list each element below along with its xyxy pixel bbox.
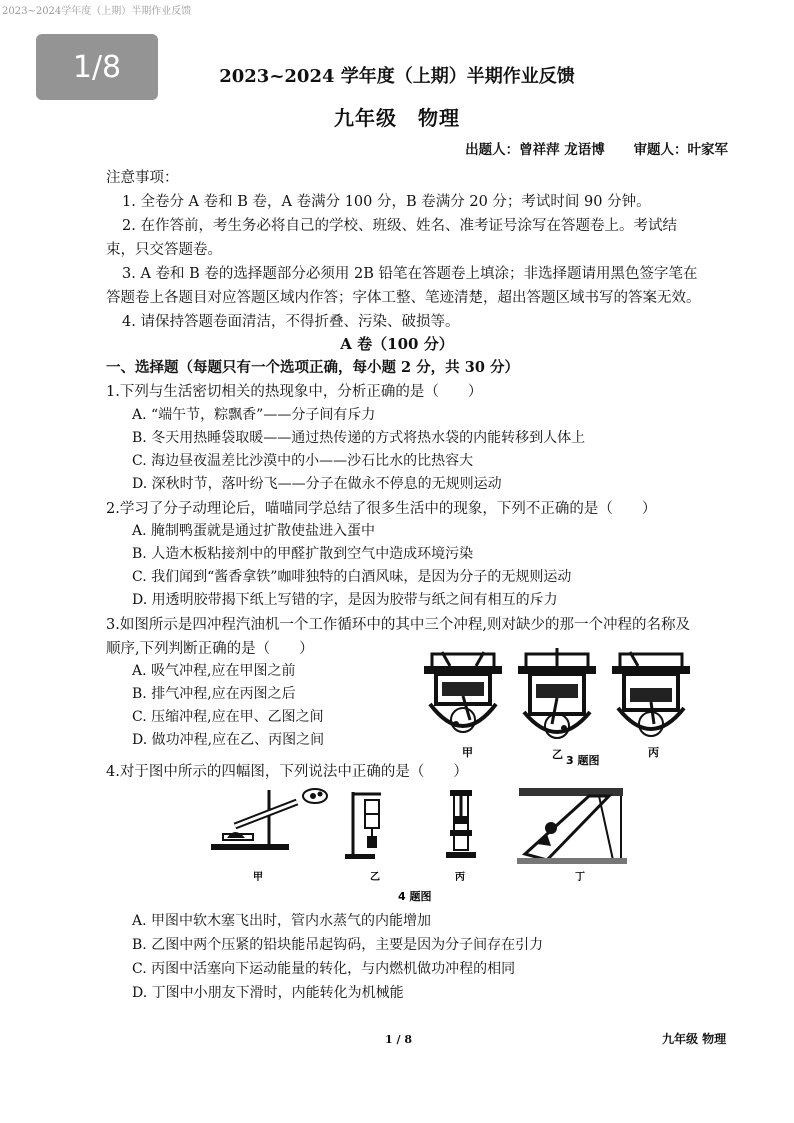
q3-stem-line-1: 3.如图所示是四冲程汽油机一个工作循环中的其中三个冲程,则对缺少的那一个冲程的名称及: [106, 617, 690, 633]
notice-line-2a: 2. 在作答前，考生务必将自己的学校、班级、姓名、准考证号涂写在答题卷上。考试结: [122, 218, 677, 234]
q4-option-c: C. 丙图中活塞向下运动能量的转化，与内燃机做功冲程的相同: [132, 961, 516, 977]
q4-label-jia: 甲: [253, 872, 263, 883]
q3-label-jia: 甲: [462, 746, 473, 759]
q4-diagram-bing: [446, 790, 476, 858]
part-1-heading: 一、选择题（每题只有一个选项正确，每小题 2 分，共 30 分）: [106, 359, 519, 376]
q4-diagram-yi: [345, 792, 381, 859]
engine-diagram-yi: [518, 648, 596, 738]
q4-label-yi: 乙: [370, 872, 380, 883]
section-a-heading: A 卷（100 分）: [340, 335, 454, 353]
document-subject: 九年级 物理: [334, 106, 460, 130]
notice-line-2b: 束，只交答题卷。: [106, 242, 222, 258]
q1-option-d: D. 深秋时节，落叶纷飞——分子在做永不停息的无规则运动: [132, 476, 502, 492]
q4-diagram-ding: [517, 788, 627, 864]
q2-option-d: D. 用透明胶带揭下纸上写错的字，是因为胶带与纸之间有相互的斥力: [132, 592, 558, 608]
q4-figure-caption: 4 题图: [398, 890, 432, 902]
q3-label-yi: 乙: [552, 748, 563, 761]
q1-option-c: C. 海边昼夜温差比沙漠中的小——沙石比水的比热容大: [132, 453, 474, 469]
footer-grade-subject: 九年级 物理: [662, 1032, 727, 1046]
notice-line-1: 1. 全卷分 A 卷和 B 卷，A 卷满分 100 分，B 卷满分 20 分；考试时间 90 分钟。: [122, 194, 651, 210]
top-header-note: 2023~2024学年度（上期）半期作业反馈: [2, 6, 192, 17]
document-title: 2023~2024 学年度（上期）半期作业反馈: [219, 66, 575, 87]
q1-option-a: A. “端午节，粽飘香”——分子间有斥力: [132, 407, 376, 423]
notice-line-3a: 3. A 卷和 B 卷的选择题部分必须用 2B 铅笔在答题卷上填涂；非选择题请用黑色签字笔在: [122, 266, 698, 282]
q4-stem: 4.对于图中所示的四幅图，下列说法中正确的是（ ）: [106, 764, 468, 780]
engine-diagram-bing: [612, 652, 690, 736]
q1-stem: 1.下列与生活密切相关的热现象中，分析正确的是（ ）: [106, 384, 483, 400]
reviewer: 审题人：叶家军: [633, 142, 728, 158]
q4-option-a: A. 甲图中软木塞飞出时，管内水蒸气的内能增加: [132, 913, 432, 929]
q3-option-d: D. 做功冲程,应在乙、丙图之间: [132, 732, 325, 748]
q3-option-b: B. 排气冲程,应在丙图之后: [132, 686, 296, 702]
q3-stem-line-2: 顺序,下列判断正确的是（ ）: [106, 641, 314, 657]
q4-option-d: D. 丁图中小朋友下滑时，内能转化为机械能: [132, 985, 404, 1001]
notice-line-3b: 答题卷上各题目对应答题区域内作答；字体工整、笔迹清楚，超出答题区域书写的答案无效。: [106, 290, 701, 306]
q3-engine-figure: [410, 648, 700, 766]
footer-page-number: 1 / 8: [385, 1033, 412, 1046]
q2-option-a: A. 腌制鸭蛋就是通过扩散使盐进入蛋中: [132, 523, 376, 539]
q4-option-b: B. 乙图中两个压紧的铅块能吊起钩码，主要是因为分子间存在引力: [132, 937, 544, 953]
q3-figure-caption: 3 题图: [566, 754, 600, 766]
notice-heading: 注意事项：: [106, 170, 179, 186]
q2-option-b: B. 人造木板粘接剂中的甲醛扩散到空气中造成环境污染: [132, 546, 474, 562]
setters: 出题人：曾祥萍 龙语博: [465, 142, 605, 158]
q4-label-bing: 丙: [455, 872, 465, 883]
q3-option-c: C. 压缩冲程,应在甲、乙图之间: [132, 709, 324, 725]
q4-diagram-jia: [211, 789, 327, 850]
engine-diagram-jia: [424, 652, 502, 732]
q3-label-bing: 丙: [648, 746, 659, 759]
q1-option-b: B. 冬天用热睡袋取暖——通过热传递的方式将热水袋的内能转移到人体上: [132, 430, 586, 446]
q4-figure: [205, 782, 635, 902]
authors-line: [441, 138, 728, 158]
q4-label-ding: 丁: [575, 872, 585, 883]
q2-option-c: C. 我们闻到“酱香拿铁”咖啡独特的白酒风味，是因为分子的无规则运动: [132, 569, 572, 585]
q2-stem: 2.学习了分子动理论后，喵喵同学总结了很多生活中的现象，下列不正确的是（ ）: [106, 501, 657, 517]
q3-option-a: A. 吸气冲程,应在甲图之前: [132, 663, 296, 679]
page-indicator-badge: 1/8: [36, 34, 158, 100]
notice-line-4: 4. 请保持答题卷面清洁，不得折叠、污染、破损等。: [122, 314, 460, 330]
